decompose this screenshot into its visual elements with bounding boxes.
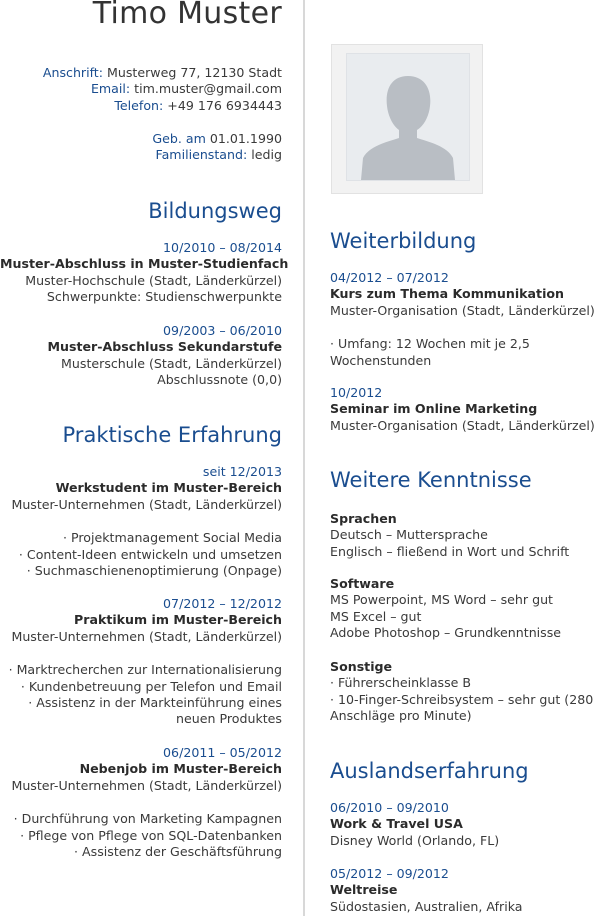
experience-date: 06/2011 – 05/2012	[163, 745, 282, 760]
person-silhouette-icon	[347, 54, 469, 180]
education-line: Abschlussnote (0,0)	[157, 372, 282, 388]
experience-bullet: · Marktrecherchen zur Internationalisierung	[8, 662, 282, 678]
experience-bullet: · Projektmanagement Social Media	[63, 530, 282, 546]
education-line: Muster-Hochschule (Stadt, Länderkürzel)	[25, 272, 282, 288]
abroad-item	[330, 866, 598, 915]
experience-bullet: · Durchführung von Marketing Kampagnen	[13, 811, 282, 827]
education-title: Muster-Abschluss Sekundarstufe	[47, 339, 282, 355]
column-divider	[303, 0, 305, 916]
training-title: Seminar im Online Marketing	[330, 401, 538, 417]
abroad-line: Südostasien, Australien, Afrika	[330, 898, 523, 914]
skills-group-title: Software	[330, 576, 395, 591]
training-detail: · Umfang: 12 Wochen mit je 2,5	[330, 336, 530, 352]
experience-bullet: · Pflege von Pflege von SQL-Datenbanken	[20, 827, 282, 843]
experience-title: Nebenjob im Muster-Bereich	[79, 761, 282, 777]
skills-line: Englisch – fließend in Wort und Schrift	[330, 543, 570, 559]
experience-bullet: · Assistenz der Geschäftsführung	[74, 844, 282, 860]
training-heading: Weiterbildung	[330, 229, 477, 253]
personal-block	[0, 131, 282, 164]
skills-line: MS Excel – gut	[330, 608, 422, 624]
experience-item	[0, 596, 282, 728]
skills-line: Adobe Photoshop – Grundkenntnisse	[330, 625, 562, 641]
education-date: 09/2003 – 06/2010	[163, 323, 282, 338]
experience-item	[0, 464, 282, 579]
abroad-title: Weltreise	[330, 882, 398, 898]
education-item	[0, 240, 289, 306]
abroad-line: Disney World (Orlando, FL)	[330, 832, 500, 848]
experience-bullet: · Kundenbetreuung per Telefon und Email	[20, 678, 282, 694]
experience-heading: Praktische Erfahrung	[62, 423, 282, 447]
experience-title: Praktikum im Muster-Bereich	[74, 612, 282, 628]
abroad-date: 06/2010 – 09/2010	[330, 800, 449, 815]
experience-item	[0, 745, 282, 860]
experience-date: seit 12/2013	[202, 464, 282, 479]
abroad-heading: Auslandserfahrung	[330, 759, 529, 783]
skills-heading: Weitere Kenntnisse	[330, 468, 532, 492]
education-line: Musterschule (Stadt, Länderkürzel)	[61, 355, 282, 371]
training-org: Muster-Organisation (Stadt, Länderkürzel)	[330, 417, 595, 433]
phone-line: Telefon: +49 176 6934443	[114, 97, 282, 113]
skills-line: Deutsch – Muttersprache	[330, 527, 488, 543]
experience-company: Muster-Unternehmen (Stadt, Länderkürzel)	[11, 628, 282, 644]
experience-company: Muster-Unternehmen (Stadt, Länderkürzel)	[11, 496, 282, 512]
education-date: 10/2010 – 08/2014	[163, 240, 282, 255]
skills-group-title: Sprachen	[330, 511, 397, 526]
training-item	[330, 385, 598, 434]
skills-line: MS Powerpoint, MS Word – sehr gut	[330, 592, 553, 608]
skills-line: · 10-Finger-Schreibsystem – sehr gut (280	[330, 691, 594, 707]
training-item	[330, 270, 598, 369]
education-heading: Bildungsweg	[148, 199, 282, 223]
experience-date: 07/2012 – 12/2012	[163, 596, 282, 611]
contact-block	[0, 65, 282, 114]
experience-company: Muster-Unternehmen (Stadt, Länderkürzel)	[11, 777, 282, 793]
training-detail: Wochenstunden	[330, 352, 432, 368]
training-date: 04/2012 – 07/2012	[330, 270, 449, 285]
skills-group-title: Sonstige	[330, 659, 393, 674]
experience-bullet: · Assistenz in der Markteinführung eines	[28, 695, 282, 711]
birth-line: Geb. am 01.01.1990	[152, 131, 282, 146]
skills-group	[330, 511, 598, 560]
experience-title: Werkstudent im Muster-Bereich	[55, 480, 282, 496]
email-line: Email: tim.muster@gmail.com	[90, 81, 282, 97]
skills-line: · Führerscheinklasse B	[330, 675, 472, 691]
education-item	[0, 323, 282, 389]
training-org: Muster-Organisation (Stadt, Länderkürzel)	[330, 302, 595, 318]
training-title: Kurs zum Thema Kommunikation	[330, 286, 565, 302]
applicant-name: Timo Muster	[92, 0, 282, 31]
experience-bullet: neuen Produktes	[176, 711, 282, 727]
skills-group	[330, 659, 598, 725]
experience-bullet: · Content-Ideen entwickeln und umsetzen	[18, 546, 282, 562]
education-line: Schwerpunkte: Studienschwerpunkte	[46, 289, 282, 305]
skills-line: Anschläge pro Minute)	[330, 708, 472, 724]
marital-line: Familienstand: ledig	[155, 147, 282, 163]
abroad-date: 05/2012 – 09/2012	[330, 866, 449, 881]
experience-bullet: · Suchmaschienenoptimierung (Onpage)	[26, 563, 282, 579]
profile-photo-placeholder	[331, 44, 483, 194]
address-line: Anschrift: Musterweg 77, 12130 Stadt	[42, 65, 282, 80]
abroad-item	[330, 800, 598, 849]
abroad-title: Work & Travel USA	[330, 816, 463, 832]
education-title: Muster-Abschluss in Muster-Studienfach	[0, 256, 289, 272]
training-date: 10/2012	[330, 385, 383, 400]
skills-group	[330, 576, 598, 642]
